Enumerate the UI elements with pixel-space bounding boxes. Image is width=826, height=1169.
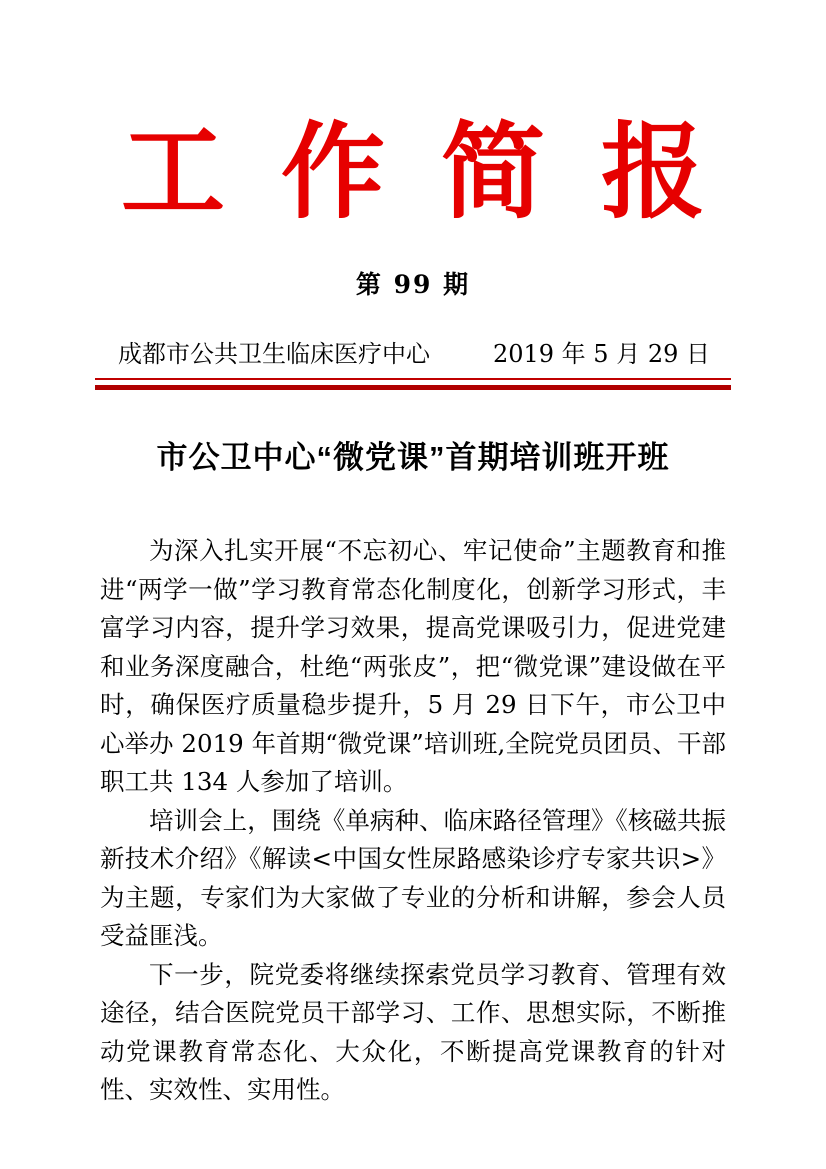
rule-thick — [95, 385, 731, 390]
title-char-1: 工 — [120, 110, 225, 233]
body-paragraph-3: 下一步，院党委将继续探索党员学习教育、管理有效途径，结合医院党员干部学习、工作、思想实际，不断推动党课教育常态化、大众化，不断提高党课教育的针对性、实效性、实用性。 — [100, 959, 726, 1105]
briefing-title — [0, 110, 826, 235]
organization-name: 成都市公共卫生临床医疗中心 — [118, 339, 430, 368]
double-rule — [95, 378, 731, 390]
article — [0, 438, 826, 1110]
issue-date: 2019 年 5 月 29 日 — [492, 339, 710, 368]
body-paragraph-1: 为深入扎实开展“不忘初心、牢记使命”主题教育和推进“两学一做”学习教育常态化制度化，创新学习形式，丰富学习内容，提升学习效果，提高党课吸引力，促进党建和业务深度融合，杜绝“两张皮”，把“微党课”建设做在平时，确保医疗质量稳步提升，5 月 29 日下午，市公卫中心举办 2019 年首期“微党课”培训班,全院党员团员、干部职工共 134 人参加了培训。 — [100, 536, 726, 797]
body-paragraph-2: 培训会上，围绕《单病种、临床路径管理》《核磁共振新技术介绍》《解读<中国女性尿路感染诊疗专家共识>》为主题，专家们为大家做了专业的分析和讲解，参会人员受益匪浅。 — [100, 805, 726, 951]
title-char-4: 报 — [601, 110, 706, 233]
title-char-3: 简 — [441, 110, 546, 233]
masthead — [0, 110, 826, 390]
issue-number: 第 99 期 — [355, 269, 471, 299]
article-body — [0, 532, 826, 1110]
title-char-2: 作 — [280, 110, 385, 233]
article-headline: 市公卫中心“微党课”首期培训班开班 — [156, 439, 670, 475]
rule-thin — [95, 378, 731, 380]
masthead-meta-row — [100, 339, 726, 369]
